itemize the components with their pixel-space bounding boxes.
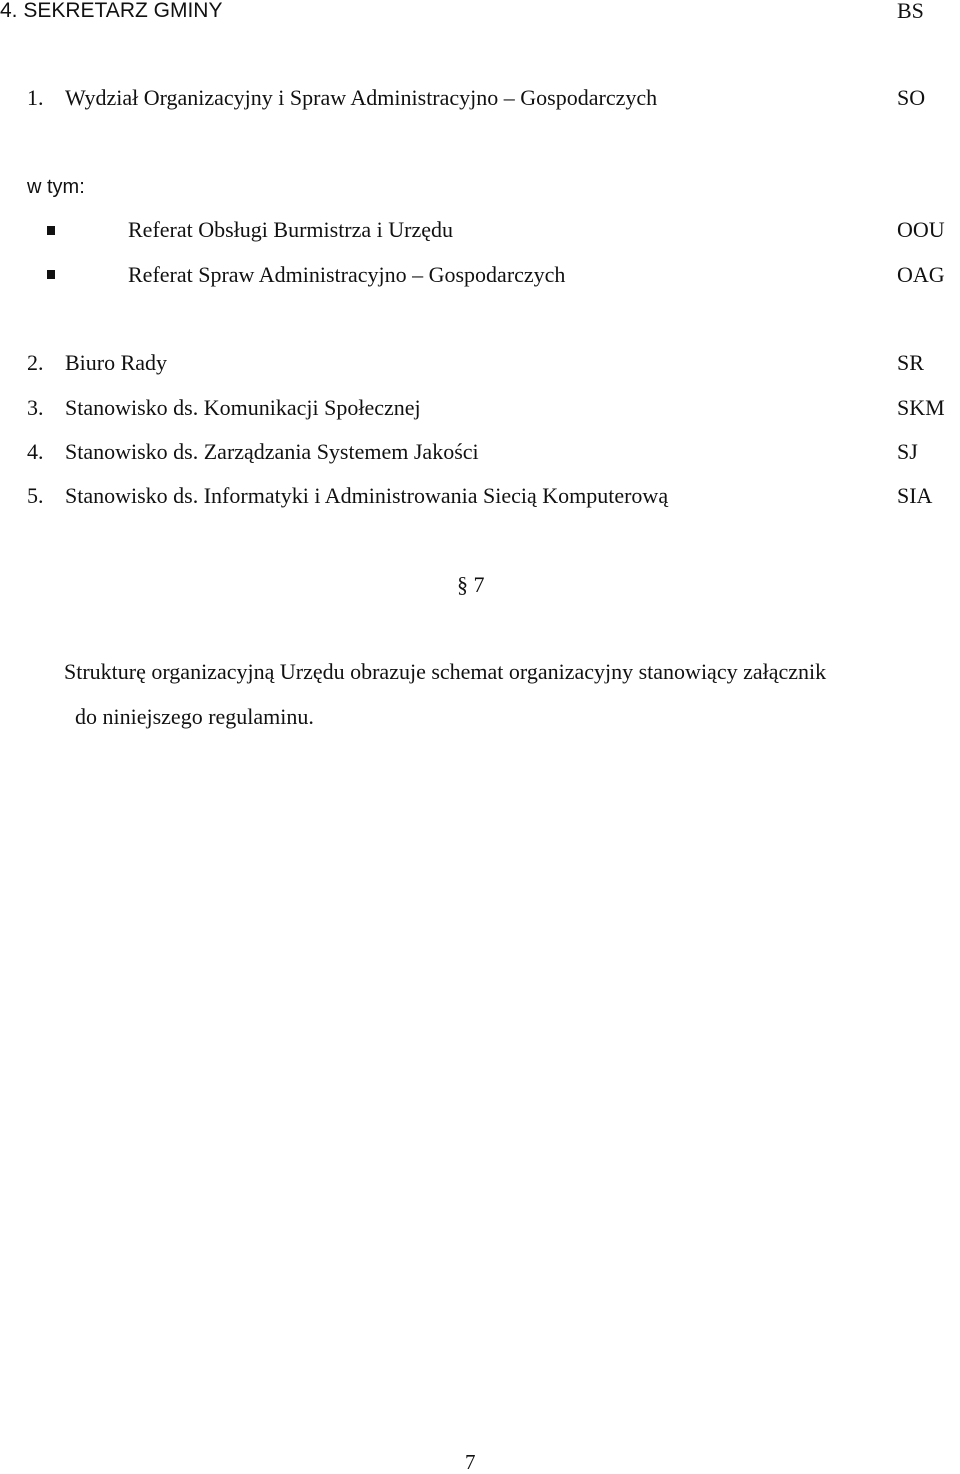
item-code: SIA — [897, 483, 933, 508]
item-label: Stanowisko ds. Zarządzania Systemem Jakości — [65, 439, 479, 464]
item-code: SR — [897, 350, 924, 375]
item-label: Biuro Rady — [65, 350, 168, 375]
page-number: 7 — [465, 1450, 476, 1474]
sub-item-code: OOU — [897, 217, 945, 242]
sub-item-code: OAG — [897, 262, 945, 287]
square-bullet-icon — [47, 226, 55, 235]
item-label: Stanowisko ds. Informatyki i Administrowania Siecią Komputerową — [65, 483, 669, 508]
item-number: 3. — [27, 395, 44, 420]
body-text-line-2: do niniejszego regulaminu. — [75, 704, 314, 729]
paragraph-mark: § 7 — [457, 572, 485, 597]
sub-item-label: Referat Spraw Administracyjno – Gospodarczych — [128, 262, 566, 287]
section-heading-code: BS — [897, 0, 924, 23]
item-1-number: 1. — [27, 85, 44, 110]
item-code: SKM — [897, 395, 945, 420]
item-number: 5. — [27, 483, 44, 508]
in-which-label: w tym: — [27, 176, 85, 198]
item-number: 2. — [27, 350, 44, 375]
sub-item-label: Referat Obsługi Burmistrza i Urzędu — [128, 217, 454, 242]
body-text-line-1: Strukturę organizacyjną Urzędu obrazuje schemat organizacyjny stanowiący załącznik — [64, 659, 827, 684]
square-bullet-icon — [47, 270, 55, 279]
item-number: 4. — [27, 439, 44, 464]
item-code: SJ — [897, 439, 918, 464]
item-label: Stanowisko ds. Komunikacji Społecznej — [65, 395, 421, 420]
section-heading-label: 4. SEKRETARZ GMINY — [0, 0, 223, 22]
item-1-code: SO — [897, 85, 926, 110]
item-1-label: Wydział Organizacyjny i Spraw Administracyjno – Gospodarczych — [65, 85, 658, 110]
section-heading — [0, 0, 222, 21]
